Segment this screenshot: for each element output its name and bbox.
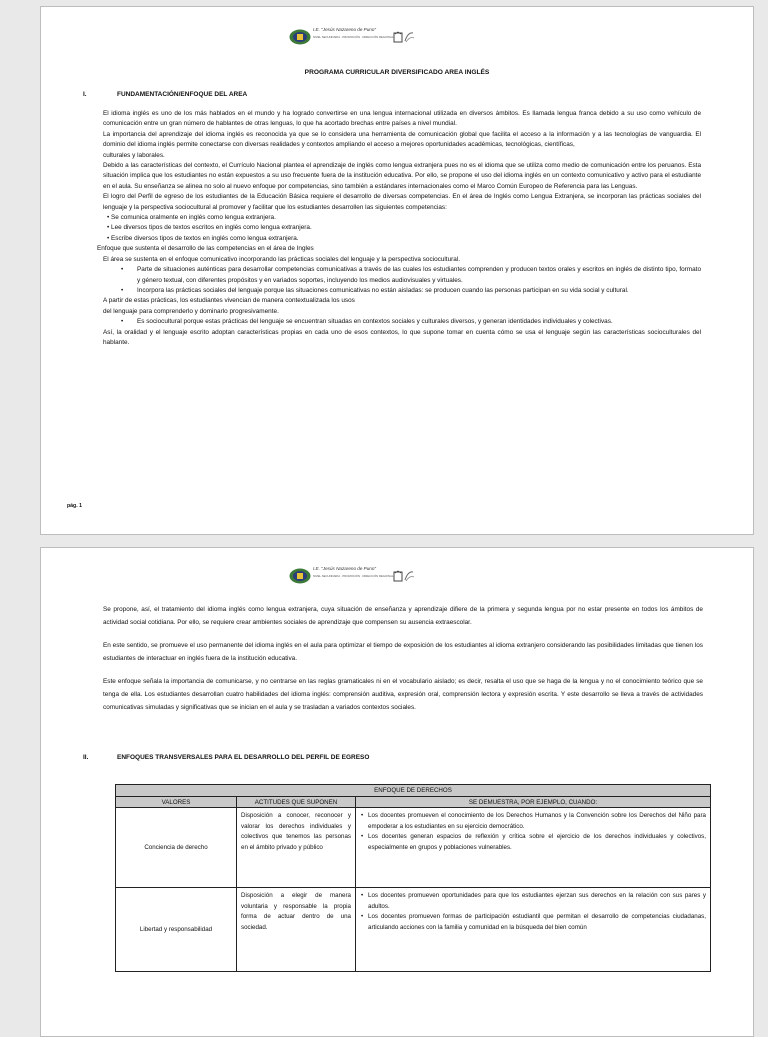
document-page-1 [40,6,754,535]
paragraph: La importancia del aprendizaje del idioma inglés es reconocida ya que se lo considera una herramienta de comunicación global que facilita el acceso a la información y a las tecnologías de vanguardia. El dominio del idioma inglés permite conectarse con diversas realidades y contextos ampliando el acceso a mejores oportunidades académicas, tecnológicas, científicas, [103,130,701,149]
competency-item: • Se comunica oralmente en inglés como lengua extranjera. [107,214,276,222]
paragraph: A partir de estas prácticas, los estudiantes vivencian de manera contextualizada los usos [103,297,355,305]
section-heading-1 [83,91,247,98]
school-subtitle: NIVEL SECUNDARIA · PROMOCIÓN · DIRECCIÓN REGIONAL [313,35,394,39]
table-title-row [116,785,711,797]
page-2-body [103,604,703,725]
section-1-body [97,109,701,348]
school-name: I.E. "Jesús Nazareno de Puno" [313,566,377,571]
competency-item: • Lee diversos tipos de textos escritos en inglés como lengua extranjera. [107,224,312,232]
list-item: • Los docentes generan espacios de reflexión y crítica sobre el ejercicio de los derechos individuales y colectivos, especialmente en grupos y poblaciones vulnerables. [368,832,706,853]
column-header: ACTITUDES QUE SUPONEN [237,797,356,808]
valor-cell: Conciencia de derecho [116,808,237,888]
table-row [116,808,711,888]
paragraph: Así, la oralidad y el lenguaje escrito adoptan características propias en cada uno de esos contextos, lo que supone tomar en cuenta cómo se usa el lenguaje según las características socioculturales del hablante. [103,328,701,346]
list-item: • Los docentes promueven formas de participación estudiantil que permitan el desarrollo de competencias ciudadanas, articulando acciones con la familia y comunidad en la búsqueda del bien común [368,912,706,933]
column-header: VALORES [116,797,237,808]
page-number: pág. 1 [67,503,82,509]
document-page-2 [40,547,754,1037]
ejemplo-cell [356,888,711,972]
paragraph: Debido a las características del contexto, el Currículo Nacional plantea el aprendizaje de inglés como lengua extranjera pues no es el idioma que se utiliza como medio de comunicación entre los peruanos. Esta situación implica que los estudiantes no están expuestos a su uso frecuente fuera de la institución educativa. Por ello, se propone el uso del idioma inglés en un contexto comunicativo y activo para el estudiante en el aula. Su enseñanza se alinea no solo al nuevo enfoque por competencias, sino también a estándares internacionales como el Marco Común Europeo de Referencia para las Lenguas. [103,162,701,190]
enfoque-derechos-table [115,784,711,972]
bullet-list [103,265,701,296]
school-crest-icon [289,568,311,584]
table-row [116,888,711,972]
list-item: • Incorpora las prácticas sociales del lenguaje porque las situaciones comunicativas no están aisladas: se producen cuando las personas participan en su vida social y cultural. [137,286,701,296]
paragraph: En este sentido, se promueve el uso permanente del idioma inglés en el aula para optimizar el tiempo de exposición de los estudiantes al idioma extranjero considerando las posibilidades limitadas que tienen los estudiantes de interactuar en inglés fuera de la institución educativa. [103,642,703,662]
paragraph: del lenguaje para comprenderlo y dominarlo progresivamente. [103,307,279,315]
competency-item: • Escribe diversos tipos de textos en inglés como lengua extranjera. [107,234,299,242]
school-crest-icon [289,29,311,45]
header-logo-group [289,564,419,588]
document-title: PROGRAMA CURRICULAR DIVERSIFICADO AREA INGLÉS [304,69,490,76]
government-seal-icon [393,30,415,44]
bullet-list [103,317,701,327]
government-seal-icon [393,569,415,583]
page-header [41,564,753,588]
school-subtitle: NIVEL SECUNDARIA · PROMOCIÓN · DIRECCIÓN REGIONAL [313,574,394,578]
paragraph: El área se sustenta en el enfoque comunicativo incorporando las prácticas sociales del lenguaje y la perspectiva sociocultural. [103,255,461,263]
actitud-cell: Disposición a elegir de manera voluntaria y responsable la propia forma de actuar dentro de una sociedad. [237,888,356,972]
list-item: • Es sociocultural porque estas prácticas del lenguaje se encuentran situadas en contextos sociales y culturales diversos, y generan identidades individuales y colectivas. [137,317,701,327]
paragraph: culturales y laborales. [103,151,165,159]
section-title: FUNDAMENTACIÓN/ENFOQUE DEL AREA [117,91,248,98]
table-header-row [116,797,711,808]
table-title: ENFOQUE DE DERECHOS [116,785,711,797]
paragraph: El logro del Perfil de egreso de los estudiantes de la Educación Básica requiere el desarrollo de diversas competencias. En el área de Inglés como Lengua Extranjera, se incorporan las prácticas sociales del lenguaje y la perspectiva sociocultural al promover y facilitar que los estudiantes desarrollen las siguientes competencias: [103,193,701,211]
header-logo-group [289,25,419,49]
section-title: ENFOQUES TRANSVERSALES PARA EL DESARROLLO DEL PERFIL DE EGRESO [117,754,370,761]
section-number: II. [83,754,89,761]
section-number: I. [83,91,87,98]
column-header: SE DEMUESTRA, POR EJEMPLO, CUANDO: [356,797,711,808]
list-item: • Los docentes promueven oportunidades para que los estudiantes ejerzan sus derechos en la relación con sus pares y adultos. [368,891,706,912]
ejemplo-cell [356,808,711,888]
paragraph: El idioma inglés es uno de los más hablados en el mundo y ha logrado convertirse en una lengua internacional utilizada en diversos ámbitos. Es llamada lengua franca debido a su uso como vehículo de comunicación entre un gran número de hablantes de otras lenguas, lo que ha acortado brechas entre países a nivel mundial. [103,110,701,128]
section-heading-2 [83,754,369,761]
enfoque-heading: Enfoque que sustenta el desarrollo de las competencias en el área de Ingles [97,245,314,253]
actitud-cell: Disposición a conocer, reconocer y valorar los derechos individuales y colectivos que tenemos las personas en el ámbito privado y público [237,808,356,888]
valor-cell: Libertad y responsabilidad [116,888,237,972]
paragraph: Este enfoque señala la importancia de comunicarse, y no centrarse en las reglas gramaticales ni en el vocabulario aislado; es decir, resalta el uso que se haga de la lengua y no el conocimiento teórico que se tenga de ella. Los estudiantes desarrollan cuatro habilidades del idioma inglés: comprensión auditiva, expresión oral, comprensión lectora y expresión escrita. Y este desarrollo se lleva a través de actividades comunicativas simuladas y significativas que se inician en el aula y se trasladan a variados contextos sociales. [103,678,703,711]
list-item: • Parte de situaciones auténticas para desarrollar competencias comunicativas a través de las cuales los estudiantes comprenden y producen textos orales y escritos en inglés de distinto tipo, formato y género textual, con diferentes propósitos y en variados soportes, incluyendo los medios audiovisuales y virtuales. [137,265,701,286]
school-name: I.E. "Jesús Nazareno de Puno" [313,27,377,32]
paragraph: Se propone, así, el tratamiento del idioma inglés como lengua extranjera, cuya situación de enseñanza y aprendizaje difiere de la primera y segunda lengua por no estar presente en todos los ámbitos de actividad social cotidiana. Por ello, se requiere crear ambientes sociales de aprendizaje que compensen su ausencia extraescolar. [103,606,703,626]
list-item: • Los docentes promueven el conocimiento de los Derechos Humanos y la Convención sobre los Derechos del Niño para empoderar a los estudiantes en su ejercicio democrático. [368,811,706,832]
page-header [41,25,753,49]
